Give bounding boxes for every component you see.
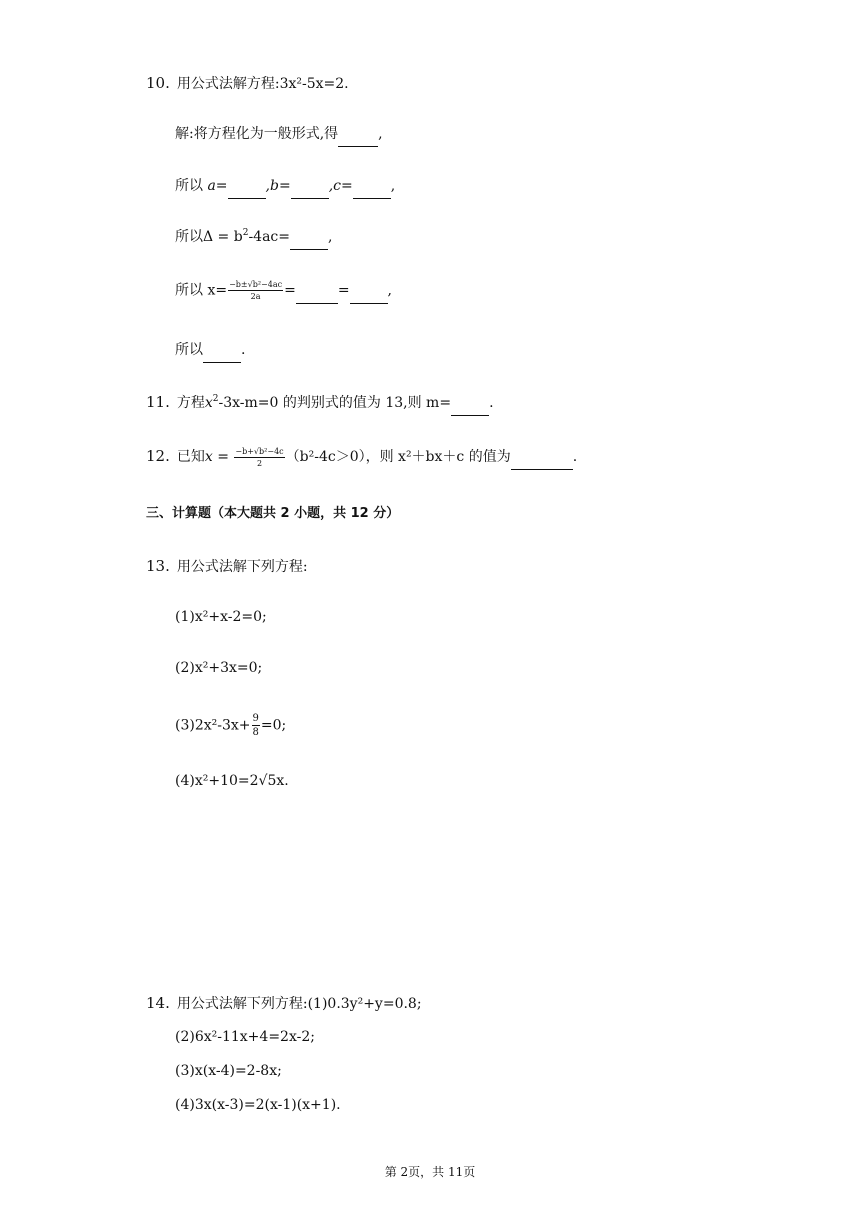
q10-equation: 3x²-5x=2.	[279, 76, 349, 92]
q14-part3: (3)x(x-4)=2-8x;	[175, 1063, 282, 1079]
q12-number: 12.	[146, 447, 170, 465]
q10-step3-prefix: 所以Δ = b	[175, 229, 243, 245]
q11-number: 11.	[146, 393, 170, 411]
q14-stem: 用公式法解下列方程:(1)0.3y²+y=0.8;	[176, 996, 422, 1012]
fraction-numerator: −b+√b²−4c	[235, 446, 284, 456]
q10-step1-text: 解:将方程化为一般形式,得	[175, 126, 339, 142]
q11-end: .	[489, 395, 494, 411]
q11: 11. 方程$x^2-3x-m=0$ 的判别式的值为 13,则 m= .	[146, 392, 494, 416]
q10-step3-suffix: ,	[328, 229, 333, 245]
q10-step2-c: ,c=	[328, 178, 353, 194]
equals-sign: =	[337, 282, 350, 299]
q10-step5	[175, 340, 245, 363]
q11-text-a: 方程	[176, 395, 205, 411]
section-heading: 三、计算题（本大题共 2 小题，共 12 分）	[146, 506, 400, 521]
q10-step2-a: a=	[207, 178, 228, 194]
page-footer: 第 2页，共 11页	[384, 1165, 476, 1179]
fraction-numerator: 9	[252, 713, 259, 724]
answer-blank-x2[interactable]	[350, 283, 388, 304]
q14-title	[146, 993, 422, 1014]
q10-step1	[175, 124, 383, 147]
answer-blank-c[interactable]	[353, 178, 391, 199]
answer-blank-b[interactable]	[291, 178, 329, 199]
equals-sign: =	[284, 282, 296, 299]
q12-text-b: （b²-4c＞0），则 x²＋bx＋c 的值为	[285, 449, 511, 465]
q13-part3-a: (3)2x²-3x+	[175, 717, 251, 734]
q10-step2-prefix: 所以	[175, 178, 203, 194]
q12-end: .	[572, 449, 578, 465]
q10-title	[146, 73, 349, 94]
q12-text-a: 已知	[176, 449, 205, 465]
q10-step1-suffix: ,	[378, 126, 383, 142]
answer-blank-a[interactable]	[228, 178, 266, 199]
answer-blank-value[interactable]	[511, 449, 573, 470]
answer-blank-solution[interactable]	[203, 342, 241, 363]
answer-blank-x1[interactable]	[296, 283, 338, 304]
q13-title	[146, 556, 308, 577]
q10-step2-suffix: ,	[390, 178, 396, 194]
answer-blank-delta[interactable]	[290, 229, 328, 250]
q14-part2: (2)6x²-11x+4=2x-2;	[175, 1029, 315, 1045]
q14-number: 14.	[146, 994, 170, 1012]
q10-stem: 用公式法解方程:	[176, 76, 280, 92]
q10-step4	[175, 280, 392, 304]
fraction-denominator: 8	[252, 727, 259, 738]
q10-step5-suffix: .	[241, 342, 246, 358]
q13-stem: 用公式法解下列方程:	[176, 559, 308, 575]
q13-part3-b: =0;	[260, 717, 287, 734]
q10-step5-prefix: 所以	[175, 342, 203, 358]
answer-blank-m[interactable]	[451, 395, 489, 416]
q12-fraction	[234, 447, 284, 468]
q14-part4: (4)3x(x-3)=2(x-1)(x+1).	[175, 1097, 341, 1113]
q10-step4-suffix: ,	[387, 282, 392, 299]
q10-step2	[175, 176, 395, 199]
answer-blank[interactable]	[338, 126, 378, 147]
q13-part3	[175, 713, 286, 738]
fraction-denominator: 2a	[250, 292, 261, 301]
q12: 12. 已知x = $\frac{\text{−b+√b²−4c}}{2}$ （b²-4c＞0），则 x²＋bx＋c 的值为 .	[146, 446, 577, 470]
fraction-numerator: −b±√b²−4ac	[229, 280, 283, 289]
q13-part3-fraction	[252, 713, 260, 738]
q13-part1: (1)x²+x-2=0;	[175, 609, 267, 625]
q10-step3: 所以$\Delta = b^2-4ac=$ ,	[175, 227, 332, 250]
q10-step3-mid: -4ac=	[248, 229, 290, 245]
q10-step2-b: ,b=	[265, 178, 291, 194]
fraction-denominator: 2	[256, 458, 263, 468]
q11-text-b: -3x-m=0 的判别式的值为 13,则 m=	[218, 395, 452, 411]
q13-part4: (4)x²+10=2√5x.	[175, 773, 289, 789]
q13-number: 13.	[146, 557, 170, 575]
q10-number: 10.	[146, 74, 170, 92]
quadratic-formula-fraction	[228, 280, 283, 301]
q13-part2: (2)x²+3x=0;	[175, 660, 263, 676]
q10-step4-prefix: 所以 x=	[175, 282, 228, 299]
